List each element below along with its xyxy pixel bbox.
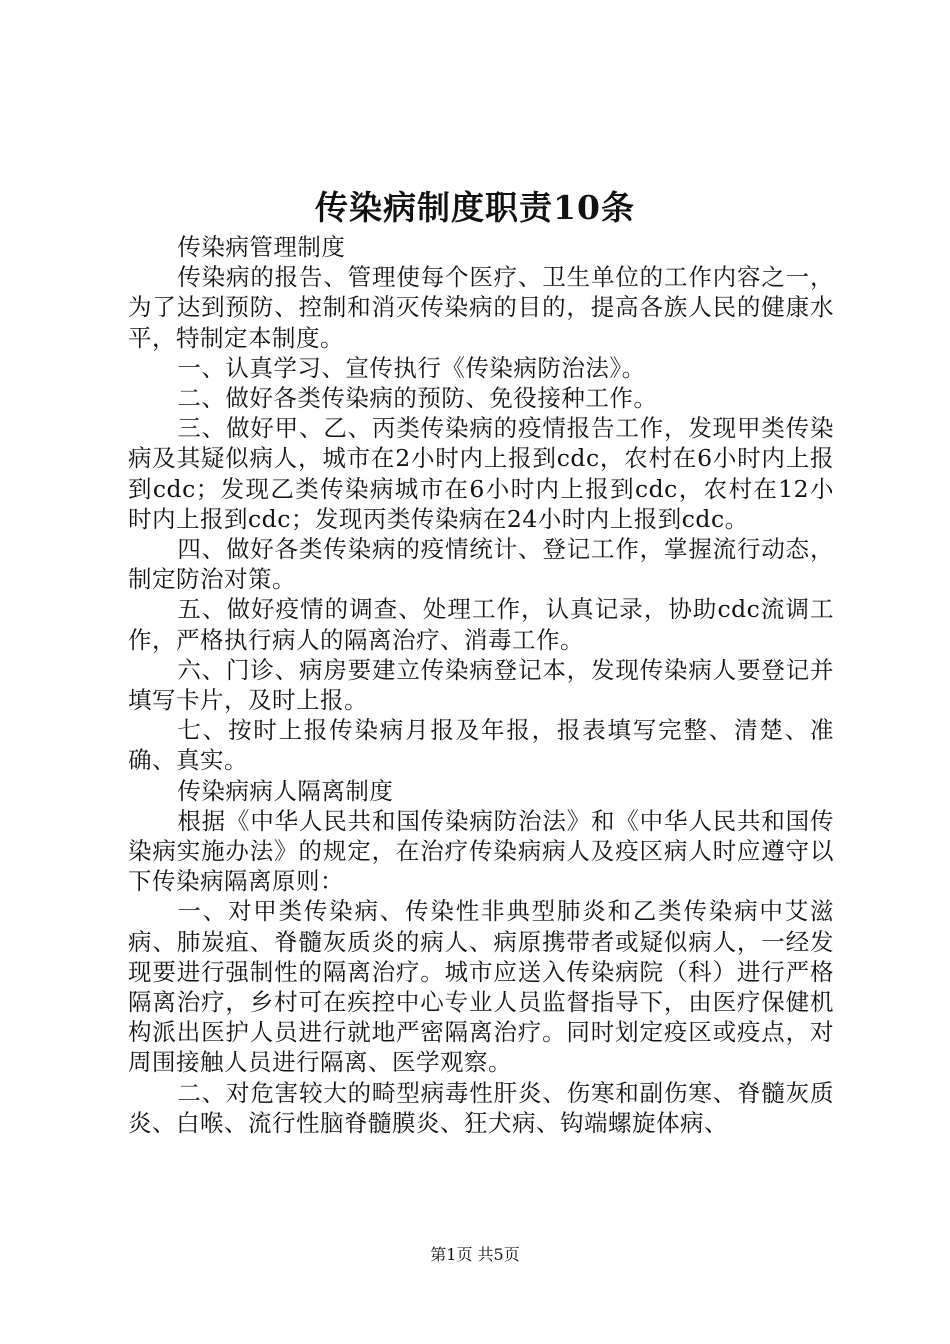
paragraph-item-1: 一、认真学习、宣传执行《传染病防治法》。 xyxy=(177,353,646,382)
section-heading-management: 传染病管理制度 xyxy=(177,233,346,261)
paragraph-item-2: 二、做好各类传染病的预防、免役接种工作。 xyxy=(177,384,658,413)
paragraph-item-6: 六、门诊、病房要建立传染病登记本，发现传染病人要登记并填写卡片，及时上报。 xyxy=(128,655,834,715)
document-body xyxy=(128,232,834,1138)
paragraph-item-3: 三、做好甲、乙、丙类传染病的疫情报告工作，发现甲类传染病及其疑似病人，城市在2小时内上报到cdc，农村在6小时内上报到cdc；发现乙类传染病城市在6小时内上报到cdc，农村在12小时内上报到cdc；发现丙类传染病在24小时内上报到cdc。 xyxy=(128,414,834,533)
document-title: 传染病制度职责10条 xyxy=(315,188,635,227)
paragraph-isolation-item-2: 二、对危害较大的畸型病毒性肝炎、伤寒和副伤寒、脊髓灰质炎、白喉、流行性脑脊髓膜炎、狂犬病、钩端螺旋体病、 xyxy=(128,1078,834,1137)
paragraph-item-7: 七、按时上报传染病月报及年报，报表填写完整、清楚、准确、真实。 xyxy=(128,716,834,775)
paragraph-item-4: 四、做好各类传染病的疫情统计、登记工作，掌握流行动态，制定防治对策。 xyxy=(128,535,834,594)
page-number-footer: 第1页 共5页 xyxy=(430,1245,520,1264)
paragraph-isolation-item-1: 一、对甲类传染病、传染性非典型肺炎和乙类传染病中艾滋病、肺炭疽、脊髓灰质炎的病人、病原携带者或疑似病人，一经发现要进行强制性的隔离治疗。城市应送入传染病院（科）进行严格隔离治疗，乡村可在疾控中心专业人员监督指导下，由医疗保健机构派出医护人员进行就地严密隔离治疗。同时划定疫区或疫点，对周围接触人员进行隔离、医学观察。 xyxy=(128,897,834,1077)
section-heading-isolation: 传染病病人隔离制度 xyxy=(177,776,394,805)
paragraph-item-5: 五、做好疫情的调查、处理工作，认真记录，协助cdc流调工作，严格执行病人的隔离治疗、消毒工作。 xyxy=(128,595,834,654)
paragraph-isolation-intro: 根据《中华人民共和国传染病防治法》和《中华人民共和国传染病实施办法》的规定，在治疗传染病病人及疫区病人时应遵守以下传染病隔离原则： xyxy=(128,806,834,896)
paragraph-intro: 传染病的报告、管理使每个医疗、卫生单位的工作内容之一，为了达到预防、控制和消灭传染病的目的，提高各族人民的健康水平，特制定本制度。 xyxy=(128,263,834,352)
